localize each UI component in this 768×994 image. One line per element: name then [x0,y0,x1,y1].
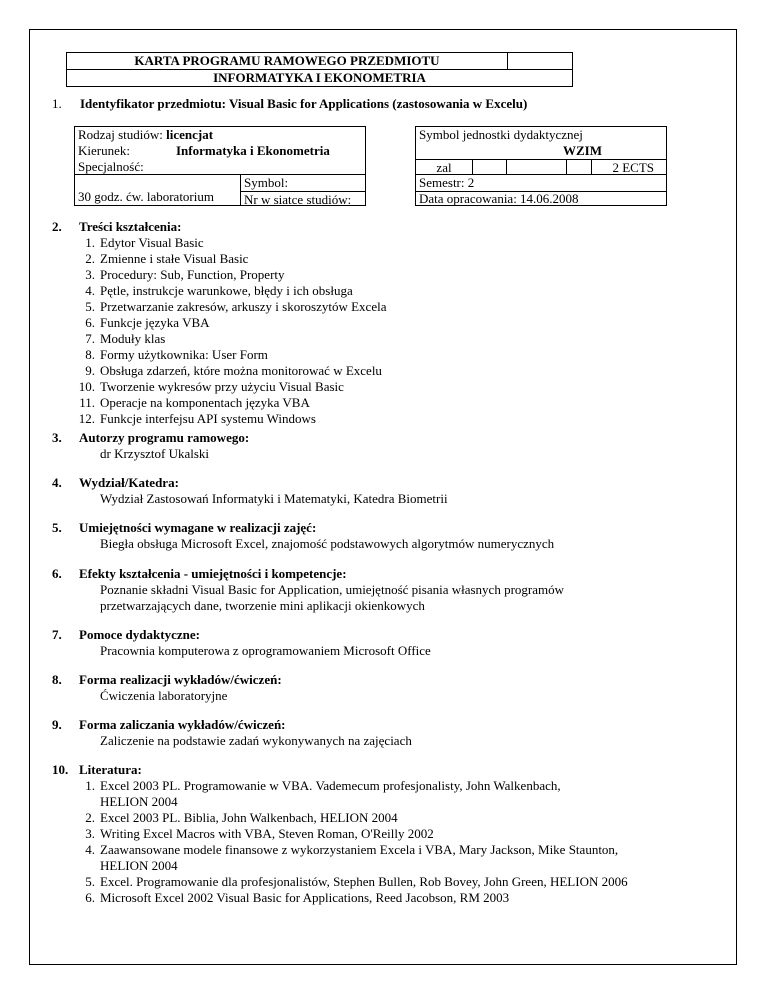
section-teaching-aids [52,627,431,659]
credit-blank-cell [567,160,592,174]
list-item-text: Operacje na komponentach języka VBA [100,395,310,410]
list-item-number: 2. [85,810,95,825]
list-item-number: 5. [85,299,95,314]
list-item-text: Formy użytkownika: User Form [100,347,268,362]
section-body: Poznanie składni Visual Basic for Application, umiejętność pisania własnych programów [100,582,564,597]
list-item-number: 10. [78,379,95,394]
section-outcomes [52,566,564,614]
list-item-number: 3. [85,826,95,841]
list-item-number: 12. [78,411,95,426]
list-item-text: Microsoft Excel 2002 Visual Basic for Applications, Reed Jacobson, RM 2003 [100,890,510,905]
course-label: Kierunek: [78,143,130,158]
symbol-cell [241,174,365,206]
credit-blank-cell [507,160,567,174]
section-number: 5. [52,520,62,535]
content-list-item [52,251,386,267]
section-title: Treści kształcenia: [79,219,182,234]
list-item-text: Zaawansowane modele finansowe z wykorzystaniem Excela i VBA, Mary Jackson, Mike Staunton, [100,842,619,857]
section-body: Biegła obsługa Microsoft Excel, znajomość podstawowych algorytmów numerycznych [100,536,555,551]
list-item-number: 4. [85,283,95,298]
section-identifier-text: Identyfikator przedmiotu: Visual Basic for Applications (zastosowania w Excelu) [80,96,528,111]
section-number: 10. [52,762,69,777]
content-list-item [52,347,386,363]
section-body: Wydział Zastosowań Informatyki i Matematyki, Katedra Biometrii [100,491,448,506]
list-item-text: Edytor Visual Basic [100,235,204,250]
study-info-box [74,126,366,206]
content-list-item [52,395,386,411]
section-body: Pracownia komputerowa z oprogramowaniem Microsoft Office [100,643,431,658]
section-assessment [52,717,412,749]
list-item-text: Excel 2003 PL. Programowanie w VBA. Vademecum profesjonalisty, John Walkenbach, [100,778,561,793]
list-item-text: Przetwarzanie zakresów, arkuszy i skoroszytów Excela [100,299,387,314]
content-list-item [52,363,386,379]
section-content [52,219,386,427]
list-item-number [52,858,100,874]
symbol-label: Symbol: [244,175,289,190]
course-row [75,143,365,159]
list-item-text: Obsługa zdarzeń, które można monitorować w Excelu [100,363,382,378]
content-list-item [52,235,386,251]
section-number: 3. [52,430,62,445]
section-title: Forma realizacji wykładów/ćwiczeń: [79,672,282,687]
list-item-text: Moduły klas [100,331,166,346]
list-item-number: 9. [85,363,95,378]
section-authors [52,430,249,462]
content-list-item [52,299,386,315]
studies-value: licencjat [166,127,214,142]
section-title: Autorzy programu ramowego: [79,430,250,445]
list-item-text: Procedury: Sub, Function, Property [100,267,285,282]
literature-list-item [52,810,628,826]
section-number: 7. [52,627,62,642]
content-list-item [52,283,386,299]
preparation-date: Data opracowania: 14.06.2008 [419,191,579,206]
list-item-text: HELION 2004 [100,794,178,809]
hours-cell: 30 godz. ćw. laboratorium [75,174,241,206]
list-item-text: Funkcje interfejsu API systemu Windows [100,411,316,426]
literature-list-item [52,842,628,858]
list-item-text: Zmienne i stałe Visual Basic [100,251,249,266]
list-item-number: 6. [85,890,95,905]
list-item-text: Excel. Programowanie dla profesjonalistów, Stephen Bullen, Rob Bovey, John Green, HELION 2006 [100,874,628,889]
list-item-text: Writing Excel Macros with VBA, Steven Roman, O'Reilly 2002 [100,826,434,841]
list-item-number: 2. [85,251,95,266]
section-number: 6. [52,566,62,581]
section-body: dr Krzysztof Ukalski [100,446,210,461]
list-item-number: 7. [85,331,95,346]
section-number: 9. [52,717,62,732]
section-department [52,475,448,507]
unit-label: Symbol jednostki dydaktycznej [419,127,583,142]
header-blank-cell [508,53,572,69]
section-identifier [52,96,527,112]
literature-list [52,778,628,906]
section-title: Umiejętności wymagane w realizacji zajęć: [79,520,317,535]
content-list-item [52,315,386,331]
unit-info-box [415,126,667,206]
list-item-number: 1. [85,235,95,250]
list-item-number: 6. [85,315,95,330]
credit-row [416,159,666,175]
section-body: przetwarzających dane, tworzenie mini aplikacji okienkowych [100,598,425,613]
section-number: 2. [52,219,62,234]
section-title: Literatura: [79,762,142,777]
section-body: Ćwiczenia laboratoryjne [100,688,228,703]
content-list [52,235,386,427]
section-skills [52,520,554,552]
credit-blank-cell [473,160,507,174]
literature-list-item [52,826,628,842]
list-item-text: Funkcje języka VBA [100,315,210,330]
grid-number-label: Nr w siatce studiów: [241,191,365,207]
ects-value: 2 ECTS [612,160,654,175]
studies-row [75,127,365,143]
list-item-number [52,794,100,810]
document-header [66,52,573,87]
content-list-item [52,379,386,395]
literature-list-item [52,858,628,874]
list-item-number: 8. [85,347,95,362]
list-item-text: Excel 2003 PL. Biblia, John Walkenbach, HELION 2004 [100,810,398,825]
section-number: 4. [52,475,62,490]
list-item-text: Pętle, instrukcje warunkowe, błędy i ich obsługa [100,283,353,298]
list-item-text: HELION 2004 [100,858,178,873]
list-item-number: 3. [85,267,95,282]
section-form [52,672,282,704]
section-number: 1. [52,96,62,111]
course-value: Informatyka i Ekonometria [176,143,330,158]
literature-list-item [52,874,628,890]
list-item-number: 11. [79,395,95,410]
credit-type: zal [416,160,473,174]
document-subtitle: INFORMATYKA I EKONOMETRIA [213,70,426,85]
literature-list-item [52,794,628,810]
section-title: Pomoce dydaktyczne: [79,627,200,642]
literature-list-item [52,890,628,906]
list-item-text: Tworzenie wykresów przy użyciu Visual Basic [100,379,344,394]
section-title: Wydział/Katedra: [79,475,179,490]
content-list-item [52,411,386,427]
section-number: 8. [52,672,62,687]
section-literature [52,762,628,906]
content-list-item [52,267,386,283]
section-title: Forma zaliczania wykładów/ćwiczeń: [79,717,286,732]
list-item-number: 4. [85,842,95,857]
list-item-number: 5. [85,874,95,889]
document-title: KARTA PROGRAMU RAMOWEGO PRZEDMIOTU [67,53,508,69]
list-item-number: 1. [85,778,95,793]
section-title: Efekty kształcenia - umiejętności i kompetencje: [79,566,347,581]
studies-label: Rodzaj studiów: [78,127,163,142]
content-list-item [52,331,386,347]
literature-list-item [52,778,628,794]
unit-value: WZIM [563,143,602,158]
specialty-label: Specjalność: [78,159,144,174]
semester-value: Semestr: 2 [416,175,666,192]
section-body: Zaliczenie na podstawie zadań wykonywanych na zajęciach [100,733,412,748]
